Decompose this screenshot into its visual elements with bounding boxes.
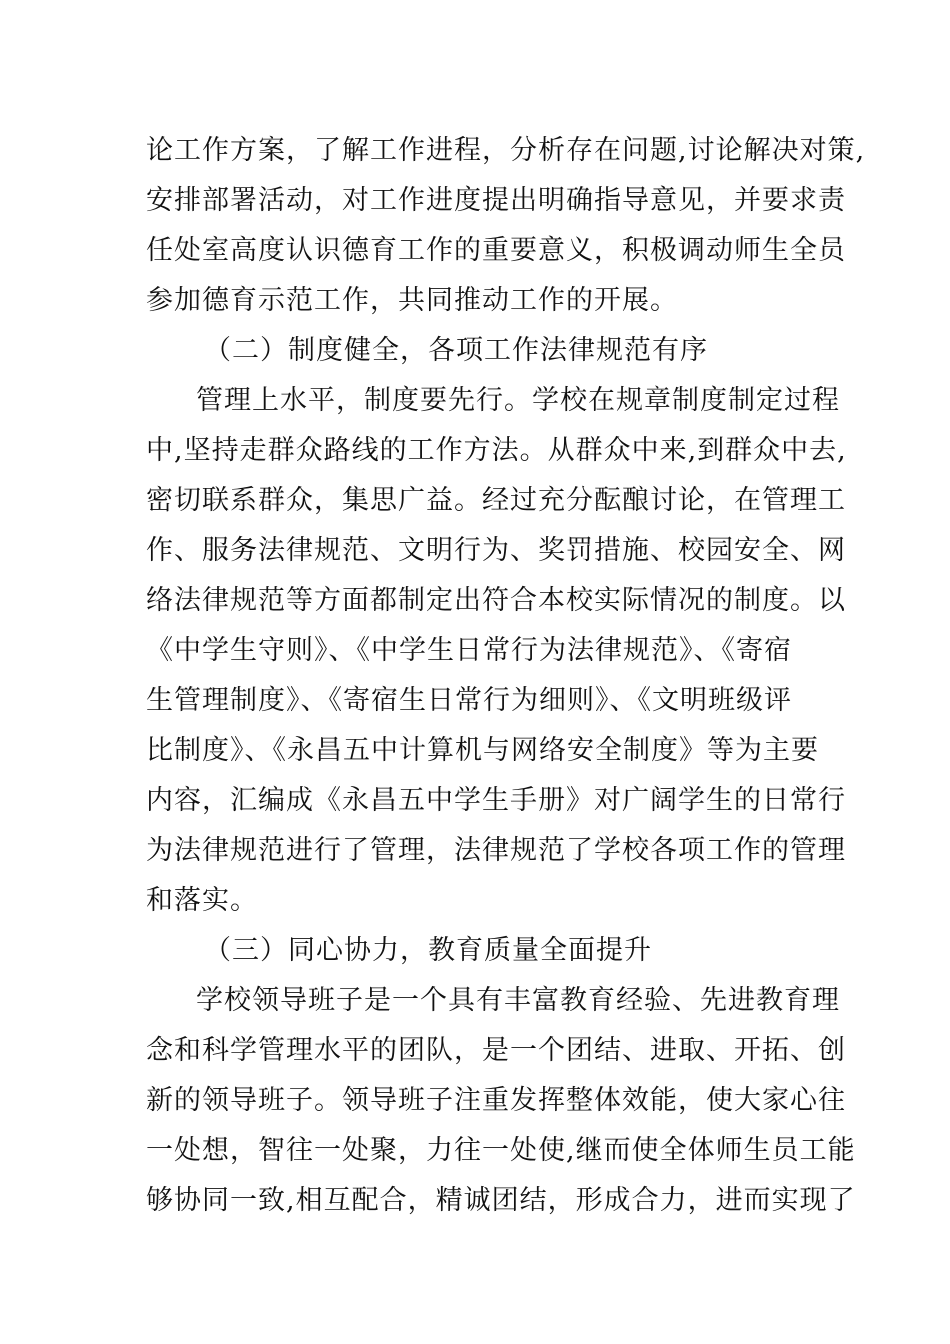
paragraph-line: 论工作方案，了解工作进程，分析存在问题,讨论解决对策, xyxy=(146,135,866,166)
document-body xyxy=(146,126,866,1226)
paragraph-line: 一处想，智往一处聚，力往一处使,继而使全体师生员工能 xyxy=(146,1135,856,1166)
paragraph-line: 为法律规范进行了管理，法律规范了学校各项工作的管理 xyxy=(146,835,846,866)
paragraph-line: 学校领导班子是一个具有丰富教育经验、先进教育理 xyxy=(196,985,840,1016)
paragraph-line: 新的领导班子。领导班子注重发挥整体效能，使大家心往 xyxy=(146,1085,846,1116)
paragraph-line: 够协同一致,相互配合，精诚团结，形成合力，进而实现了 xyxy=(146,1185,856,1216)
paragraph-line: 《中学生守则》、《中学生日常行为法律规范》、《寄宿 xyxy=(146,635,792,666)
paragraph-line: 参加德育示范工作，共同推动工作的开展。 xyxy=(146,285,678,316)
paragraph-line: 念和科学管理水平的团队，是一个团结、进取、开拓、创 xyxy=(146,1035,846,1066)
section-heading-2: （二）制度健全，各项工作法律规范有序 xyxy=(204,335,708,366)
paragraph-line: 中,坚持走群众路线的工作方法。从群众中来,到群众中去, xyxy=(146,435,847,466)
paragraph-line: 比制度》、《永昌五中计算机与网络安全制度》等为主要 xyxy=(146,735,819,766)
paragraph-line: 管理上水平，制度要先行。学校在规章制度制定过程 xyxy=(196,385,840,416)
paragraph-line: 内容，汇编成《永昌五中学生手册》对广阔学生的日常行 xyxy=(146,785,846,816)
paragraph-line: 作、服务法律规范、文明行为、奖罚措施、校园安全、网 xyxy=(146,535,846,566)
paragraph-line: 络法律规范等方面都制定出符合本校实际情况的制度。以 xyxy=(146,585,846,616)
paragraph-line: 和落实。 xyxy=(146,885,258,916)
paragraph-line: 任处室高度认识德育工作的重要意义，积极调动师生全员 xyxy=(146,235,846,266)
paragraph-line: 安排部署活动，对工作进度提出明确指导意见，并要求责 xyxy=(146,185,846,216)
paragraph-line: 生管理制度》、《寄宿生日常行为细则》、《文明班级评 xyxy=(146,685,792,716)
section-heading-3: （三）同心协力，教育质量全面提升 xyxy=(204,935,652,966)
paragraph-line: 密切联系群众，集思广益。经过充分酝酿讨论，在管理工 xyxy=(146,485,846,516)
